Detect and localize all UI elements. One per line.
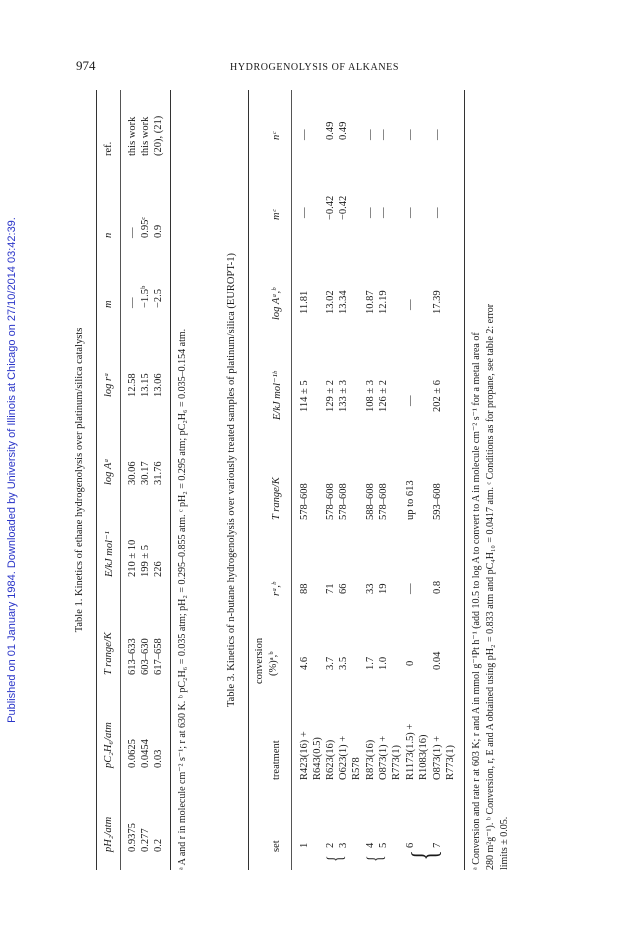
table3-cell: 4.6 [299,656,310,670]
table3-cell: R1083(16) [418,734,429,780]
table3-cell: R773(1) [391,745,402,780]
table3-cell: — [405,207,416,218]
table1-cell: 199 ± 5 [140,544,151,577]
table3-header-trange: T range/K [271,477,282,520]
table3-cell: 3.7 [325,656,336,670]
table3-header-m: mᶜ [271,209,282,220]
table3-cell: up to 613 [405,480,416,520]
table1-bottom-rule [170,90,171,870]
table3-cell: — [405,583,416,594]
download-watermark[interactable] [2,0,22,936]
table1-footnote: ᵃ A and r in molecule cm⁻² s⁻¹; r at 630 K. ᵇ pC₂H₆ = 0.035 atm; pH₂ = 0.295–0.855 atm. ᶜ pH₂ = 0.295 atm; pC₂H₆ = 0.035–0.154 atm. [177,328,188,870]
table3-cell: 578–608 [378,483,389,520]
table1-cell: 0.95ᶜ [140,216,151,238]
table1-cell: 30.17 [140,461,151,485]
table1-cell: 0.0454 [140,739,151,768]
table3-cell: 593–608 [432,483,443,520]
table3-footnote-line: 280 m²g⁻¹). ᵇ Conversion, r, E and A obtained using pH₂ = 0.833 atm and pC₄H₁₀ = 0.0417 atm. ᶜ Conditions as for propane, see table 2: error [485,303,496,870]
table3-cell: 3 [338,842,349,848]
table3-footnote-line: ᵃ Conversion and rate r at 603 K; r and A in mmol g⁻¹Pt h⁻¹ (add 10.5 to log A to convert to A in molecule cm⁻² s⁻¹ for a metal area of [471,332,482,870]
table1-header-loga: log Aᵃ [103,458,114,485]
table3-cell: 129 ± 2 [325,379,336,412]
table1-top-rule [96,90,97,870]
table1-cell: 617–658 [153,638,164,675]
table3-header-set: set [271,840,282,852]
table3-cell: 10.87 [365,290,376,314]
table3-set-bracket: { [362,855,387,862]
page-number: 974 [76,58,96,73]
table3-cell: 1 [299,842,310,848]
table3-cell: 578–608 [338,483,349,520]
table3-cell: 13.02 [325,290,336,314]
table3-cell: — [432,129,443,140]
table3-cell: 578–608 [325,483,336,520]
table1-cell: this work [127,116,138,156]
table3-cell: O873(1) + [378,735,389,780]
table1-header-ph2: pH₂/atm [103,816,114,852]
table3-header-conversion: conversion [254,637,265,684]
table1-cell: (20), (21) [153,115,164,156]
table3-cell: R623(16) [325,739,336,780]
table3-cell: 2 [325,842,336,848]
table1-header-logr: log rᵃ [103,372,114,397]
table1-cell: 613–633 [127,638,138,675]
table3-cell: — [365,207,376,218]
table3-cell: 0 [405,660,416,666]
table1-cell: 0.2 [153,838,164,852]
table1-cell: 12.58 [127,373,138,397]
table3-cell: −0.42 [325,195,336,220]
table1-header-ref: ref. [103,141,114,156]
table3-bottom-rule [464,90,465,870]
table3-set-bracket: { [322,855,347,862]
table3-cell: 11.81 [299,290,310,314]
table3-cell: — [378,129,389,140]
table3-cell: 1.7 [365,656,376,670]
table1-caption: Table 1. Kinetics of ethane hydrogenolysis over platinum/silica catalysts [74,327,85,633]
table1-header-m: m [103,300,114,308]
watermark-text[interactable]: Published on 01 January 1984. Downloaded by University of Illinois at Chicago on 27/10/2014 03:42:39. [6,217,18,723]
table3-cell: 0.04 [432,651,443,670]
table3-cell: 13.34 [338,290,349,314]
table3-cell: 12.19 [378,290,389,314]
table3-cell: 71 [325,583,336,594]
table1-cell: 0.277 [140,828,151,852]
table3-cell: — [299,129,310,140]
table3-cell: 108 ± 3 [365,379,376,412]
table3-cell: 126 ± 2 [378,379,389,412]
running-head: HYDROGENOLYSIS OF ALKANES [230,62,400,73]
table3-cell: 3.5 [338,656,349,670]
table3-cell: 0.8 [432,580,443,594]
table1-cell: 210 ± 10 [127,539,138,577]
table1-header-energy: E/kJ mol⁻¹ [104,531,115,577]
table3-header-rate: rᵃ,ᵇ [271,582,282,596]
table3-cell: 4 [365,842,376,848]
table1-cell: 13.15 [140,373,151,397]
table1-cell: 226 [153,561,164,577]
table1-cell: 603–630 [140,638,151,675]
table3-cell: 588–608 [365,483,376,520]
table3-cell: — [405,299,416,310]
table3-cell: 6 [405,842,416,848]
table3-cell: 0.49 [338,121,349,140]
table3-cell: 5 [378,842,389,848]
table3-cell: R1173(1.5) + [405,723,416,780]
table3-cell: 0.49 [325,121,336,140]
table1-cell: 13.06 [153,373,164,397]
table3-cell: — [405,129,416,140]
table1-header-trange: T range/K [103,632,114,675]
table3-cell: 202 ± 6 [432,379,443,412]
table1-cell: this work [140,116,151,156]
table3-cell: 7 [432,842,443,848]
table3-cell: O873(1) + [432,735,443,780]
table1-cell: — [127,227,138,238]
table3-cell: 88 [299,583,310,594]
table3-cell: — [432,207,443,218]
table3-cell: O623(1) + [338,735,349,780]
table1-header-pc2h6: pC₂H₆/atm [103,722,114,768]
table3-cell: 33 [365,583,376,594]
table1-cell: 31.76 [153,461,164,485]
table3-header-energy: E/kJ mol⁻¹ᵇ [272,371,283,420]
table3-header-n: nᶜ [271,131,282,140]
table3-header-treatment: treatment [271,740,282,780]
table1-cell: 30.06 [127,461,138,485]
table3-cell: R773(1) [445,745,456,780]
table3-cell: — [365,129,376,140]
table1-header-rule [120,90,121,870]
table3-cell: R643(0.5) [312,737,323,780]
table3-cell: 578–608 [299,483,310,520]
table3-cell: −0.42 [338,195,349,220]
table1-cell: — [127,297,138,308]
table3-set-bracket: { [404,850,444,861]
table3-cell: 114 ± 5 [299,380,310,412]
table3-footnote-line: limits ± 0.05. [499,816,510,870]
table3-cell: — [378,207,389,218]
table1-header-n: n [103,232,114,238]
table1-cell: 0.9375 [127,823,138,852]
table3-cell: 66 [338,583,349,594]
table1-cell: 0.0625 [127,739,138,768]
table3-cell: 19 [378,583,389,594]
table1-cell: −2.5 [153,288,164,308]
table3-cell: R873(16) [365,739,376,780]
table3-cell: R423(16) + [299,731,310,780]
table3-top-rule [248,90,249,870]
table1-cell: −1.5ᵇ [140,285,151,308]
table3-cell: R578 [351,757,362,780]
table3-cell: 17.39 [432,290,443,314]
table3-header-loga: log Aᵃ,ᵇ [271,288,282,320]
table3-cell: 133 ± 3 [338,379,349,412]
table1-cell: 0.03 [153,749,164,768]
table3-cell: — [299,207,310,218]
rotated-tables-region [66,90,586,870]
table3-header-rule [291,90,292,870]
table3-cell: — [405,395,416,406]
table3-header-conversion-unit: (%)ᵃ,ᵇ [268,651,279,676]
table1-cell: 0.9 [153,224,164,238]
table3-caption: Table 3. Kinetics of n-butane hydrogenolysis over variously treated samples of platinum/silica (EUROPT-1) [226,252,237,708]
table3-cell: 1.0 [378,656,389,670]
